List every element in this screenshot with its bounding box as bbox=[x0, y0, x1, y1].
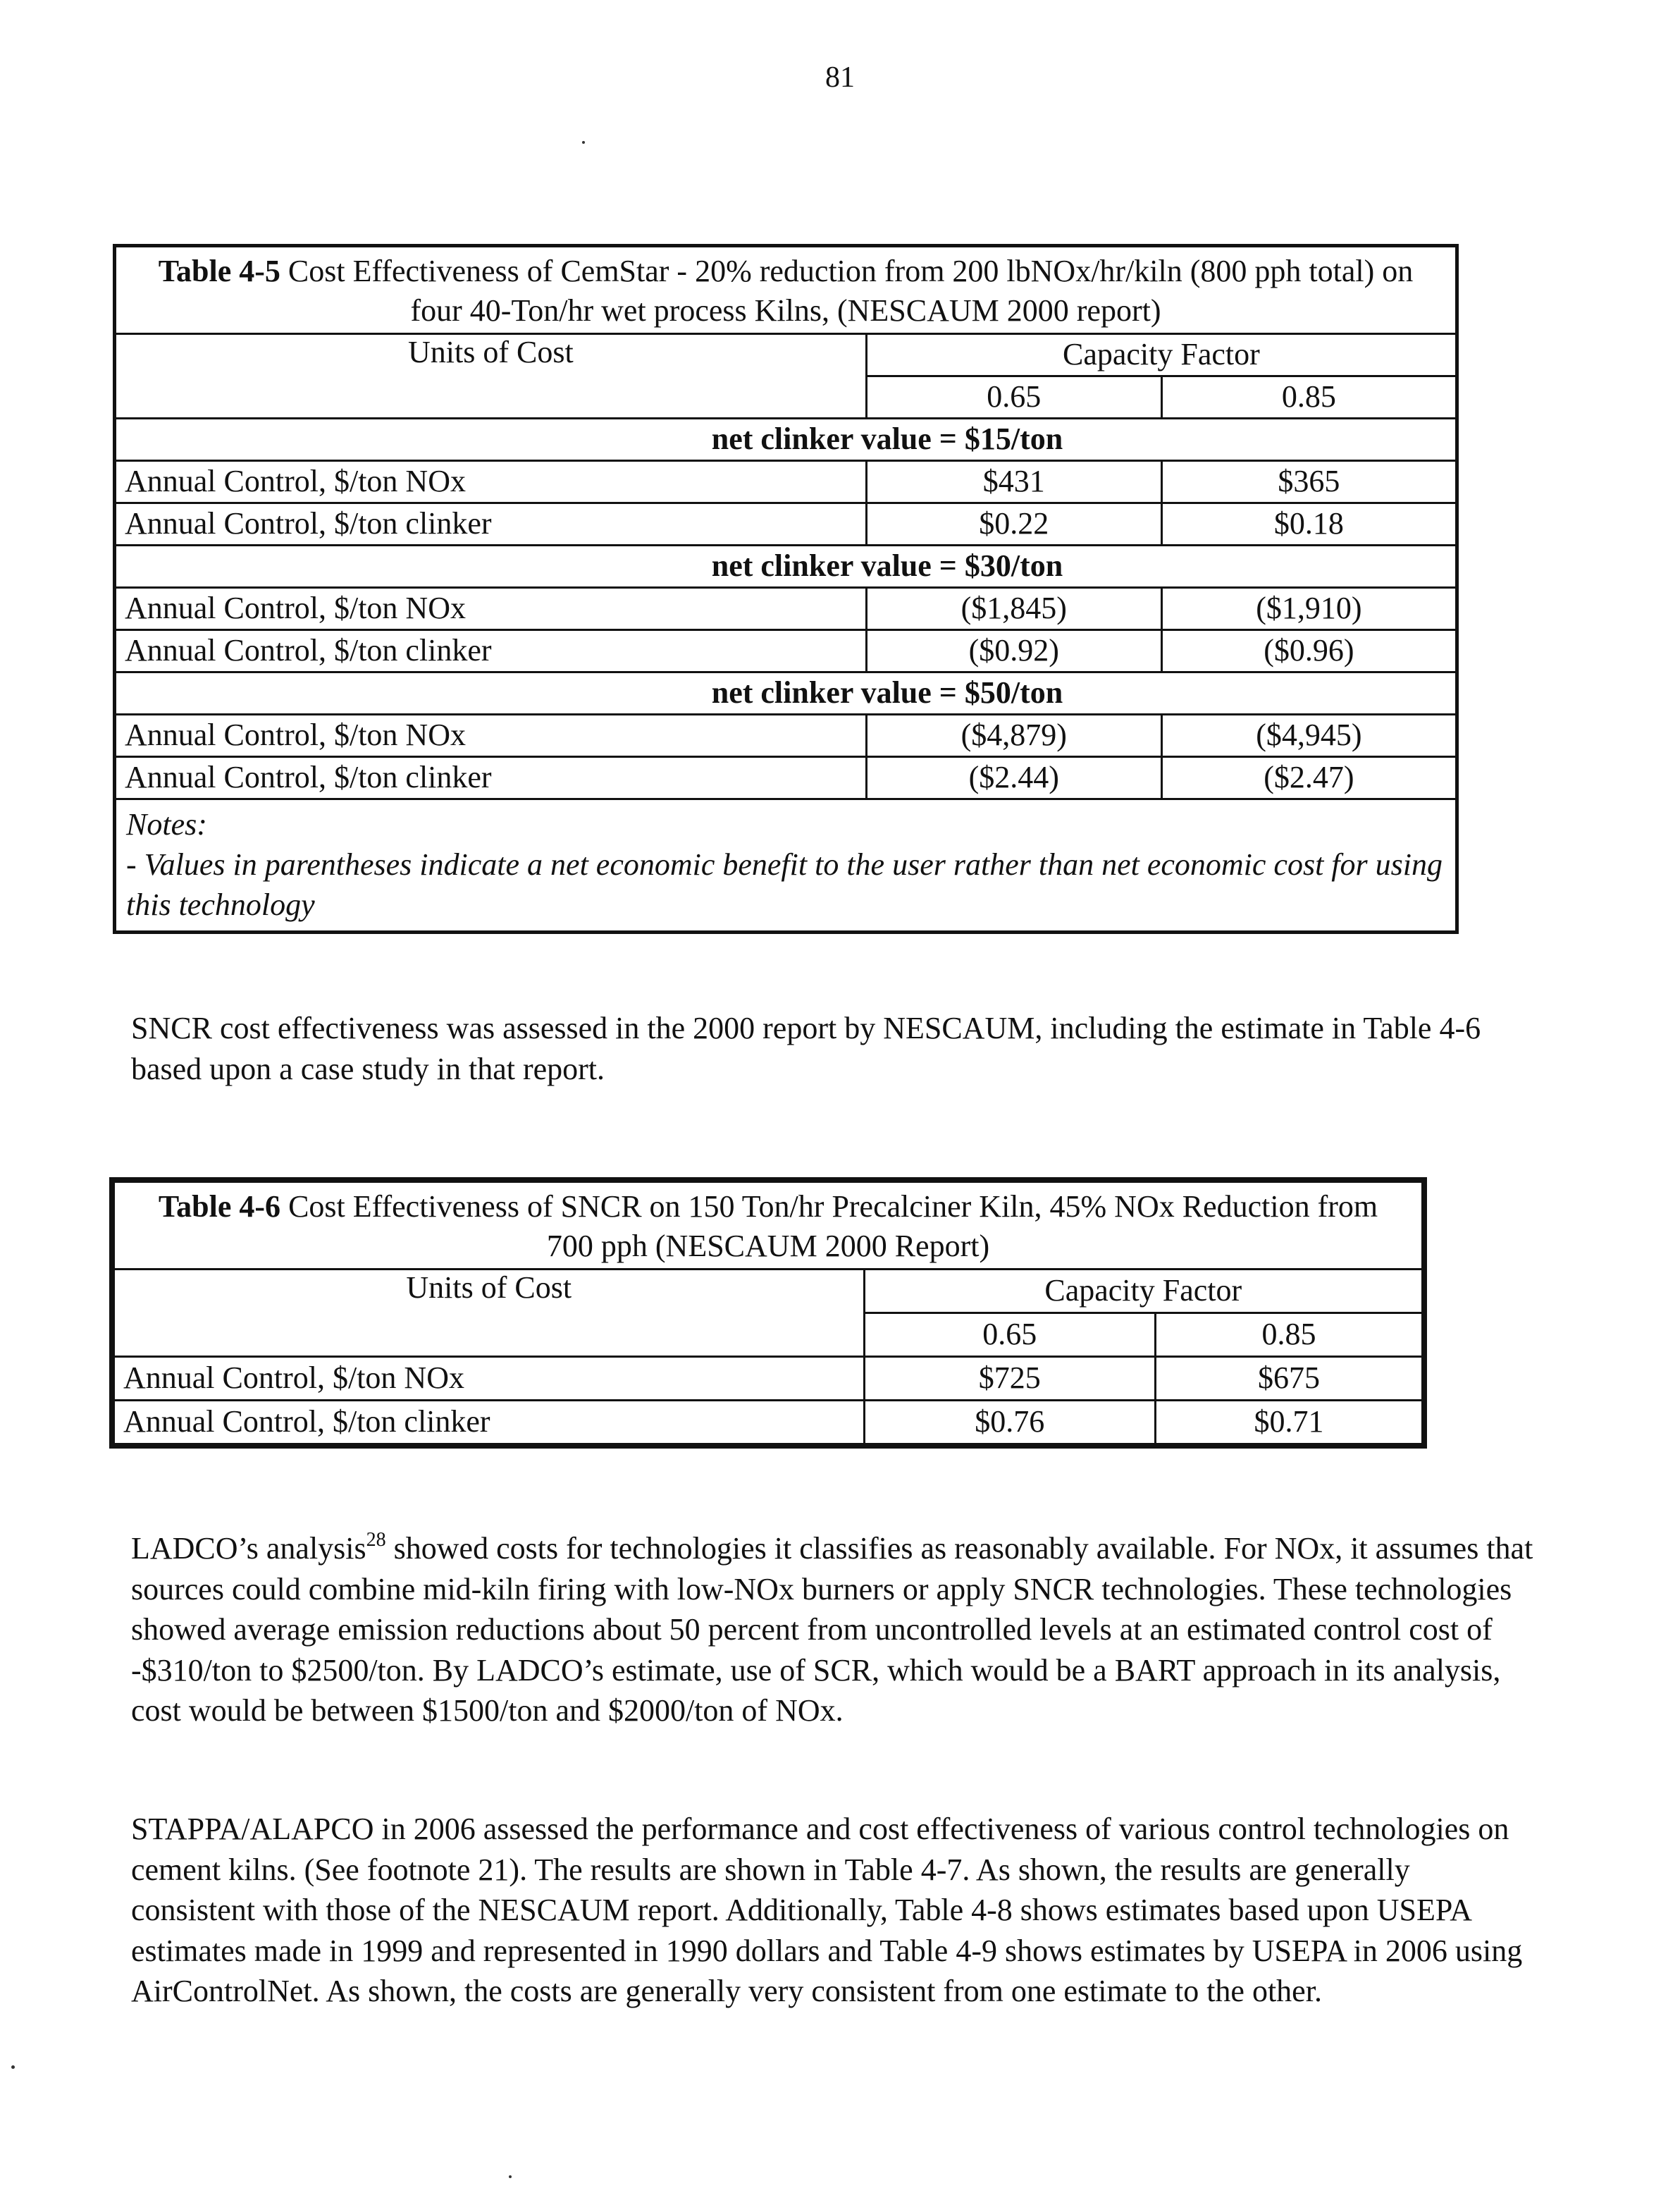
cell-value: ($4,879) bbox=[866, 714, 1161, 756]
row-label: Annual Control, $/ton clinker bbox=[115, 629, 867, 672]
notes-title: Notes: bbox=[126, 806, 207, 842]
table-4-5 bbox=[113, 244, 1459, 934]
row-label: Annual Control, $/ton NOx bbox=[115, 460, 867, 503]
units-header: Units of Cost bbox=[112, 1269, 864, 1356]
page-number: 81 bbox=[825, 61, 855, 94]
table-label: Table 4-6 bbox=[158, 1189, 281, 1224]
paragraph-ladco bbox=[131, 1528, 1540, 1731]
row-label: Annual Control, $/ton clinker bbox=[115, 503, 867, 545]
section-header: net clinker value = $50/ton bbox=[115, 672, 1457, 714]
paragraph-ladco-start: LADCO’s analysis bbox=[131, 1531, 366, 1566]
table-row bbox=[115, 629, 1457, 672]
row-label: Annual Control, $/ton NOx bbox=[115, 714, 867, 756]
row-label: Annual Control, $/ton NOx bbox=[115, 587, 867, 629]
table-title: Cost Effectiveness of CemStar - 20% reduction from 200 lbNOx/hr/kiln (800 pph total) on four 40-Ton/hr wet process Kilns, (NESCAUM 2000 report) bbox=[280, 254, 1414, 328]
scan-speck bbox=[582, 141, 585, 144]
footnote-ref: 28 bbox=[366, 1529, 386, 1551]
scan-speck bbox=[11, 2065, 15, 2069]
paragraph-sncr: SNCR cost effectiveness was assessed in the 2000 report by NESCAUM, including the estimate in Table 4-6 based upon a case study in that report. bbox=[131, 1011, 1481, 1086]
table-row bbox=[115, 460, 1457, 503]
table-row bbox=[115, 587, 1457, 629]
table-4-6 bbox=[109, 1177, 1427, 1449]
table-row bbox=[115, 756, 1457, 799]
notes-text: - Values in parentheses indicate a net economic benefit to the user rather than net economic cost for using this technology bbox=[126, 847, 1443, 922]
cell-value: ($1,845) bbox=[866, 587, 1161, 629]
row-label: Annual Control, $/ton clinker bbox=[115, 756, 867, 799]
table-caption bbox=[112, 1180, 1424, 1269]
cell-value: $675 bbox=[1155, 1356, 1424, 1400]
table-notes bbox=[115, 799, 1457, 933]
cell-value: $0.22 bbox=[866, 503, 1161, 545]
cell-value: $0.76 bbox=[864, 1400, 1155, 1446]
table-row bbox=[115, 503, 1457, 545]
capacity-factor-header: Capacity Factor bbox=[866, 333, 1457, 376]
capacity-factor-085: 0.85 bbox=[1161, 376, 1457, 418]
capacity-factor-065: 0.65 bbox=[864, 1313, 1155, 1356]
cell-value: ($4,945) bbox=[1161, 714, 1457, 756]
table-title: Cost Effectiveness of SNCR on 150 Ton/hr Precalciner Kiln, 45% NOx Reduction from 700 pph (NESCAUM 2000 Report) bbox=[280, 1189, 1378, 1264]
cell-value: ($0.96) bbox=[1161, 629, 1457, 672]
table-row bbox=[112, 1356, 1424, 1400]
cell-value: $725 bbox=[864, 1356, 1155, 1400]
scan-speck bbox=[509, 2175, 512, 2178]
cell-value: ($2.44) bbox=[866, 756, 1161, 799]
table-row bbox=[112, 1400, 1424, 1446]
section-header: net clinker value = $30/ton bbox=[115, 545, 1457, 587]
cell-value: $0.71 bbox=[1155, 1400, 1424, 1446]
cell-value: ($1,910) bbox=[1161, 587, 1457, 629]
table-label: Table 4-5 bbox=[158, 254, 280, 288]
table-caption bbox=[115, 246, 1457, 334]
paragraph-stappa: STAPPA/ALAPCO in 2006 assessed the performance and cost effectiveness of various control technologies on cement kilns. (See footnote 21). The results are shown in Table 4-7. As shown, the results are generally consistent with those of the NESCAUM report. Additionally, Table 4-8 shows estimates based upon USEPA estimates made in 1999 and represented in 1990 dollars and Table 4-9 shows estimates by USEPA in 2006 using AirControlNet. As shown, the costs are generally very consistent from one estimate to the other. bbox=[131, 1812, 1523, 2008]
cell-value: $365 bbox=[1161, 460, 1457, 503]
cell-value: ($0.92) bbox=[866, 629, 1161, 672]
capacity-factor-065: 0.65 bbox=[866, 376, 1161, 418]
capacity-factor-085: 0.85 bbox=[1155, 1313, 1424, 1356]
row-label: Annual Control, $/ton clinker bbox=[112, 1400, 864, 1446]
capacity-factor-header: Capacity Factor bbox=[864, 1269, 1424, 1313]
cell-value: ($2.47) bbox=[1161, 756, 1457, 799]
row-label: Annual Control, $/ton NOx bbox=[112, 1356, 864, 1400]
cell-value: $431 bbox=[866, 460, 1161, 503]
section-header: net clinker value = $15/ton bbox=[115, 418, 1457, 460]
units-header: Units of Cost bbox=[115, 333, 867, 418]
table-row bbox=[115, 714, 1457, 756]
cell-value: $0.18 bbox=[1161, 503, 1457, 545]
paragraph-ladco-rest: showed costs for technologies it classifies as reasonably available. For NOx, it assumes that sources could combine mid-kiln firing with low-NOx burners or apply SNCR technologies. These technologies showed average emission reductions about 50 percent from uncontrolled levels at an estimated control cost of -$310/ton to $2500/ton. By LADCO’s estimate, use of SCR, which would be a BART approach in its analysis, cost would be between $1500/ton and $2000/ton of NOx. bbox=[131, 1531, 1533, 1728]
